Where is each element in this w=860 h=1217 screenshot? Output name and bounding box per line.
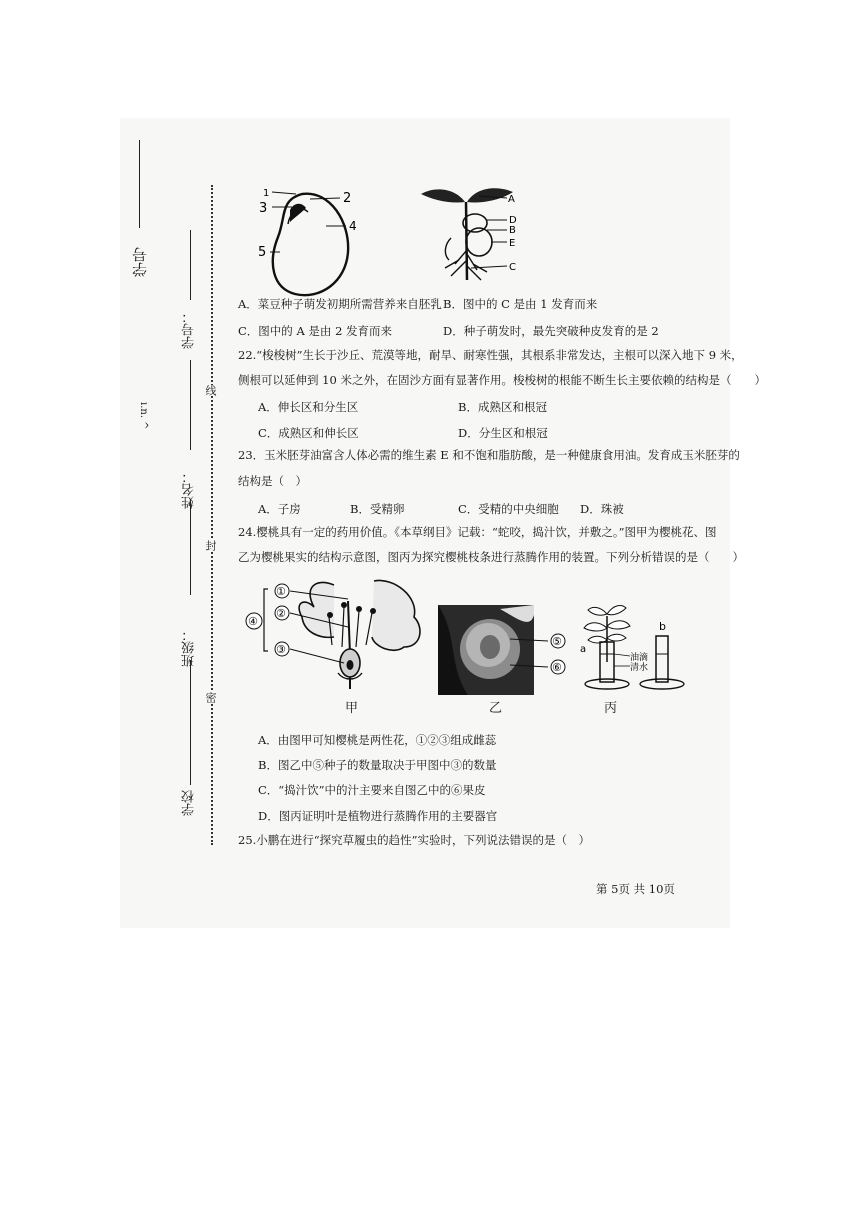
q22-option-d: D．分生区和根冠 [458, 426, 548, 440]
seedling-figure [415, 180, 525, 290]
fruit-label-6: ⑥ [552, 661, 562, 674]
side-label-xuehao: 学号： [182, 310, 197, 349]
flower-label-2: ② [276, 607, 286, 620]
q24-option-b: B．图乙中⑤种子的数量取决于甲图中③的数量 [258, 758, 497, 772]
side-blank-line [190, 360, 191, 450]
q22-option-b: B．成熟区和根冠 [458, 400, 547, 414]
seed-label-2: 2 [343, 191, 352, 206]
figure-caption-bing: 丙 [604, 701, 618, 716]
q23-option-b: B．受精卵 [350, 502, 405, 516]
side-mark: ı.n. ^ [138, 402, 149, 430]
q21-option-c: C．图中的 A 是由 2 发育而来 [238, 324, 393, 338]
seed-label-5: 5 [258, 245, 267, 260]
page-number: 第 5页 共 10页 [596, 882, 675, 896]
q24-option-c: C．“捣汁饮”中的汁主要来自图乙中的⑥果皮 [258, 783, 486, 797]
seed-label-4: 4 [349, 219, 357, 233]
bean-seed-figure [250, 182, 360, 302]
q22-stem-line1: 22.“梭梭树”生长于沙丘、荒漠等地，耐旱、耐寒性强，其根系非常发达，主根可以深入地下 9 米， [238, 348, 743, 362]
figure-caption-yi: 乙 [489, 701, 503, 716]
q24-option-d: D．图丙证明叶是植物进行蒸腾作用的主要器官 [258, 809, 498, 823]
fruit-label-5: ⑤ [552, 635, 562, 648]
device-label-a: a [580, 644, 587, 655]
device-label-b: b [659, 620, 666, 633]
q23-option-c: C．受精的中央细胞 [458, 502, 559, 516]
q23-option-d: D．珠被 [580, 502, 624, 516]
side-label-name: 姓名： [182, 470, 197, 509]
q23-stem-line2: 结构是（ ） [238, 474, 307, 488]
device-label-oil: 油滴 [630, 653, 649, 663]
side-label-school: 学校 [182, 790, 197, 816]
q22-option-a: A．伸长区和分生区 [258, 400, 359, 414]
seedling-label-D: D [509, 215, 517, 226]
side-student-no-line [139, 140, 140, 228]
side-school-line [190, 735, 191, 785]
device-label-water: 清水 [630, 663, 649, 673]
seed-label-3: 3 [259, 201, 268, 216]
q24-option-a: A．由图甲可知樱桃是两性花，①②③组成雌蕊 [258, 733, 497, 747]
cut-seal-mark: 封 [204, 540, 217, 551]
cut-dense-mark: 密 [204, 692, 217, 703]
seedling-label-A: A [508, 194, 515, 205]
side-xuehao-line [190, 230, 191, 300]
q23-stem-line1: 23．玉米胚芽油富含人体必需的维生素 E 和不饱和脂肪酸，是一种健康食用油。发育成玉米胚芽的 [238, 448, 740, 462]
figure-caption-jia: 甲 [345, 701, 359, 716]
q24-stem-line1: 24.樱桃具有一定的药用价值。《本草纲目》记载：“蛇咬，捣汁饮，并敷之。”图甲为樱桃花、图 [238, 525, 717, 539]
q22-stem-line2: 侧根可以延伸到 10 米之外，在固沙方面有显著作用。梭梭树的根能不断生长主要依赖的结构是（ ） [238, 373, 766, 387]
side-label-student-no: 学号 [131, 247, 149, 277]
q23-option-a: A．子房 [258, 502, 301, 516]
side-name-line [190, 500, 191, 595]
transpiration-device-figure [580, 596, 690, 696]
q22-option-c: C．成熟区和伸长区 [258, 426, 359, 440]
side-label-class: 班级： [182, 628, 197, 667]
q24-stem-line2: 乙为樱桃果实的结构示意图，图丙为探究樱桃枝条进行蒸腾作用的装置。下列分析错误的是（ ） [238, 550, 744, 564]
flower-label-3: ③ [276, 643, 286, 656]
cut-dotted-line [211, 185, 213, 845]
cherry-flower-figure [244, 577, 444, 692]
cherry-fruit-figure [438, 605, 576, 695]
q21-option-b: B．图中的 C 是由 1 发育而来 [443, 297, 598, 311]
seed-label-1: 1 [263, 188, 270, 199]
flower-label-1: ① [276, 585, 286, 598]
seedling-label-B: B [509, 225, 516, 236]
q25-stem: 25.小鹏在进行“探究草履虫的趋性”实验时，下列说法错误的是（ ） [238, 833, 591, 847]
seedling-label-C: C [509, 262, 516, 273]
q21-option-a: A．菜豆种子萌发初期所需营养来自胚乳 [238, 297, 442, 311]
q21-option-d: D．种子萌发时，最先突破种皮发育的是 2 [443, 324, 659, 338]
flower-label-4: ④ [248, 615, 258, 628]
seedling-label-E: E [509, 238, 516, 249]
cut-line-mark: 线 [204, 385, 217, 396]
